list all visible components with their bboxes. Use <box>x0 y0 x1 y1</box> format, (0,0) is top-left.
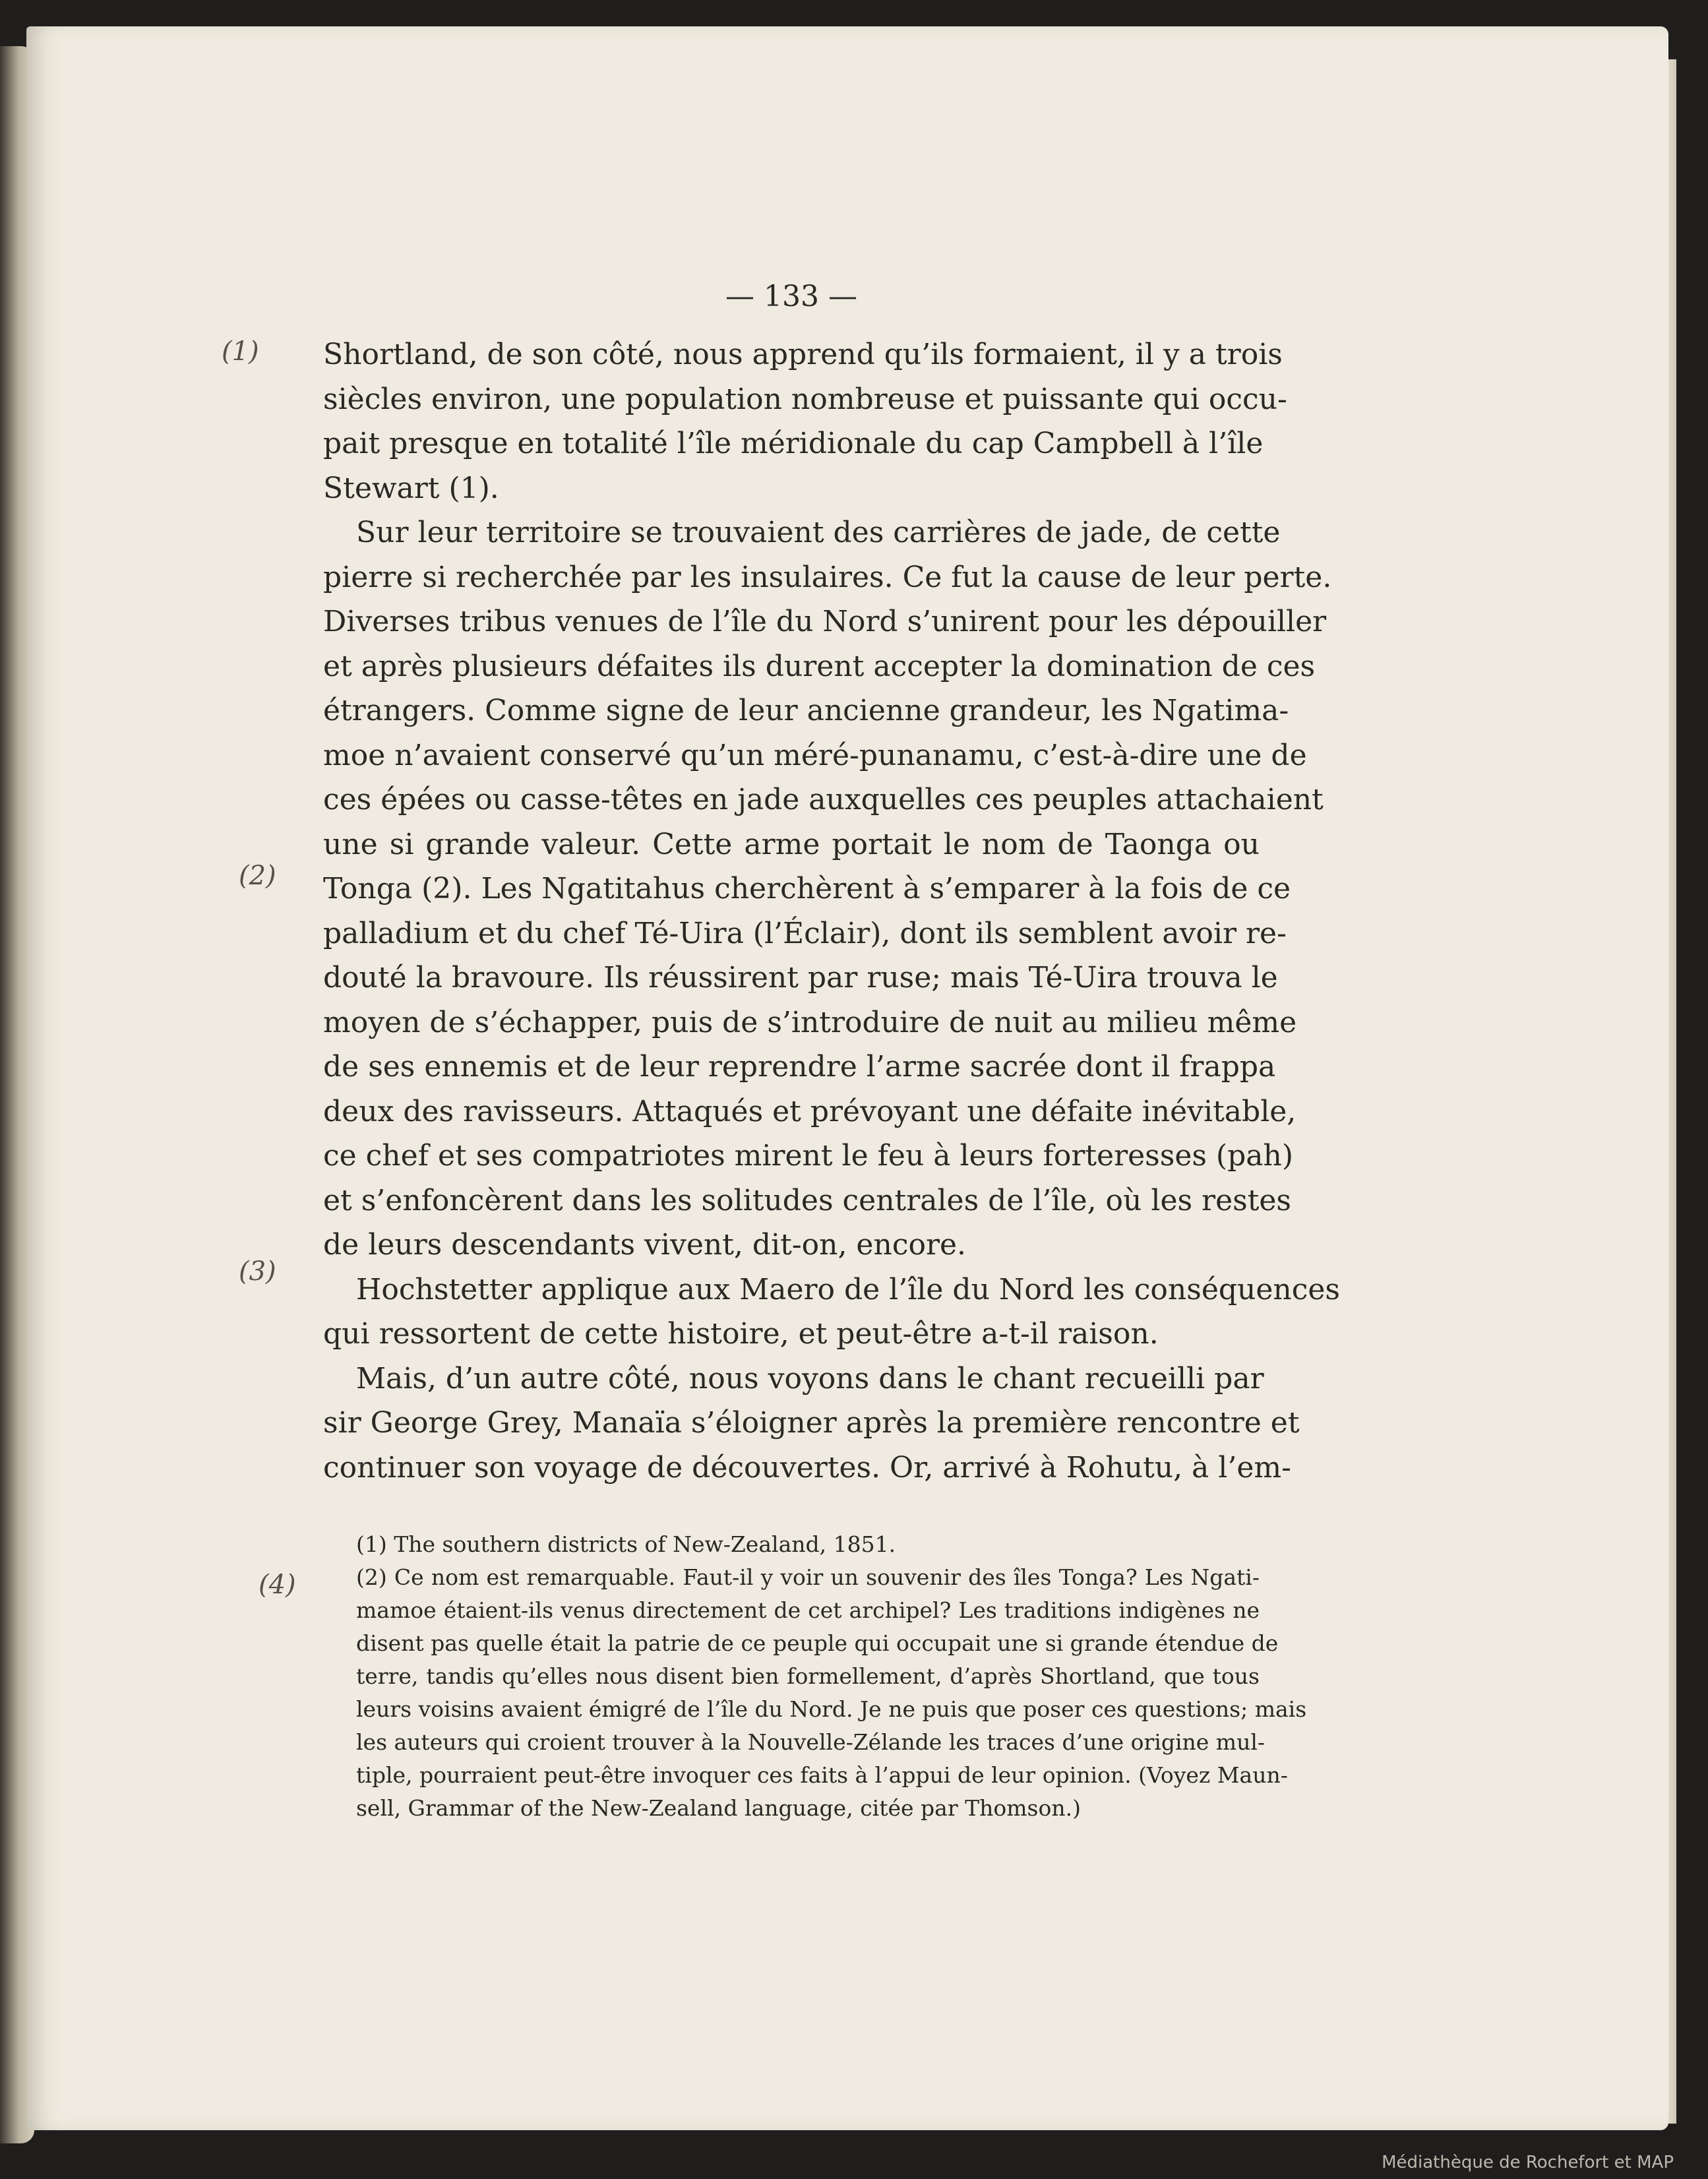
footnote-line: terre, tandis qu’elles nous disent bien formellement, d’après Shortland, que tous <box>356 1663 1260 1689</box>
body-line: et s’enfoncèrent dans les solitudes centrales de l’île, où les restes <box>323 1183 1292 1217</box>
footnote-line: mamoe étaient-ils venus directement de cet archipel? Les traditions indigènes ne <box>356 1597 1260 1623</box>
body-line: pierre si recherchée par les insulaires. Ce fut la cause de leur perte. <box>323 560 1332 594</box>
body-line: douté la bravoure. Ils réussirent par ruse; mais Té-Uira trouva le <box>323 961 1278 995</box>
footnote-line: disent pas quelle était la patrie de ce peuple qui occupait une si grande étendue de <box>356 1630 1279 1656</box>
body-line: moyen de s’échapper, puis de s’introduire de nuit au milieu même <box>323 1005 1297 1039</box>
text-block <box>323 264 1341 1825</box>
body-line: étrangers. Comme signe de leur ancienne grandeur, les Ngatima- <box>323 694 1289 727</box>
body-line: palladium et du chef Té-Uira (l’Éclair), dont ils semblent avoir re- <box>323 916 1287 950</box>
body-line: de leurs descendants vivent, dit-on, encore. <box>323 1228 967 1262</box>
body-line: de ses ennemis et de leur reprendre l’arme sacrée dont il frappa <box>323 1050 1276 1084</box>
body-line: continuer son voyage de découvertes. Or, arrivé à Rohutu, à l’em- <box>323 1450 1291 1485</box>
body-line: pait presque en totalité l’île méridionale du cap Campbell à l’île <box>323 427 1264 460</box>
page-number: — 133 — <box>725 280 857 313</box>
margin-mark-1: (1) <box>222 336 259 367</box>
margin-mark-3: (3) <box>239 1256 276 1287</box>
body-line: moe n’avaient conservé qu’un méré-punanamu, c’est-à-dire une de <box>323 738 1307 772</box>
body-line: deux des ravisseurs. Attaqués et prévoyant une défaite inévitable, <box>323 1094 1296 1128</box>
footnote-line: (2) Ce nom est remarquable. Faut-il y voir un souvenir des îles Tonga? Les Ngati- <box>356 1564 1260 1590</box>
footnote-line: sell, Grammar of the New-Zealand language, citée par Thomson.) <box>356 1795 1081 1821</box>
body-text <box>323 332 1341 1490</box>
body-line: sir George Grey, Manaïa s’éloigner après la première rencontre et <box>323 1406 1300 1440</box>
body-line: Hochstetter applique aux Maero de l’île du Nord les conséquences <box>356 1272 1341 1306</box>
body-line: Mais, d’un autre côté, nous voyons dans le chant recueilli par <box>356 1361 1264 1396</box>
footnote-line: (1) The southern districts of New-Zealand, 1851. <box>356 1531 896 1557</box>
footnote-line: leurs voisins avaient émigré de l’île du Nord. Je ne puis que poser ces questions; mais <box>356 1696 1307 1722</box>
footnote-line: tiple, pourraient peut-être invoquer ces faits à l’appui de leur opinion. (Voyez Maun- <box>356 1762 1288 1788</box>
body-line: Tonga (2). Les Ngatitahus cherchèrent à s’emparer à la fois de ce <box>323 872 1291 905</box>
footnote-line: les auteurs qui croient trouver à la Nouvelle-Zélande les traces d’une origine mul- <box>356 1729 1266 1755</box>
body-line: et après plusieurs défaites ils durent accepter la domination de ces <box>323 649 1316 683</box>
footnotes <box>323 1528 1307 1825</box>
body-line: qui ressortent de cette histoire, et peut-être a-t-il raison. <box>323 1317 1159 1351</box>
watermark: Médiathèque de Rochefort et MAP <box>1382 2153 1674 2172</box>
body-line: Shortland, de son côté, nous apprend qu’ils formaient, il y a trois <box>323 338 1283 371</box>
body-line: Sur leur territoire se trouvaient des carrières de jade, de cette <box>356 516 1281 549</box>
body-line: Stewart (1). <box>323 471 499 505</box>
margin-mark-4: (4) <box>259 1570 296 1600</box>
body-line: ce chef et ses compatriotes mirent le feu à leurs forteresses (pah) <box>323 1139 1293 1173</box>
body-line: une si grande valeur. Cette arme portait le nom de Taonga ou <box>323 827 1260 861</box>
margin-mark-2: (2) <box>239 861 276 891</box>
body-line: siècles environ, une population nombreuse et puissante qui occu- <box>323 382 1287 416</box>
body-line: ces épées ou casse-têtes en jade auxquelles ces peuples attachaient <box>323 783 1324 816</box>
body-line: Diverses tribus venues de l’île du Nord s’unirent pour les dépouiller <box>323 605 1327 638</box>
